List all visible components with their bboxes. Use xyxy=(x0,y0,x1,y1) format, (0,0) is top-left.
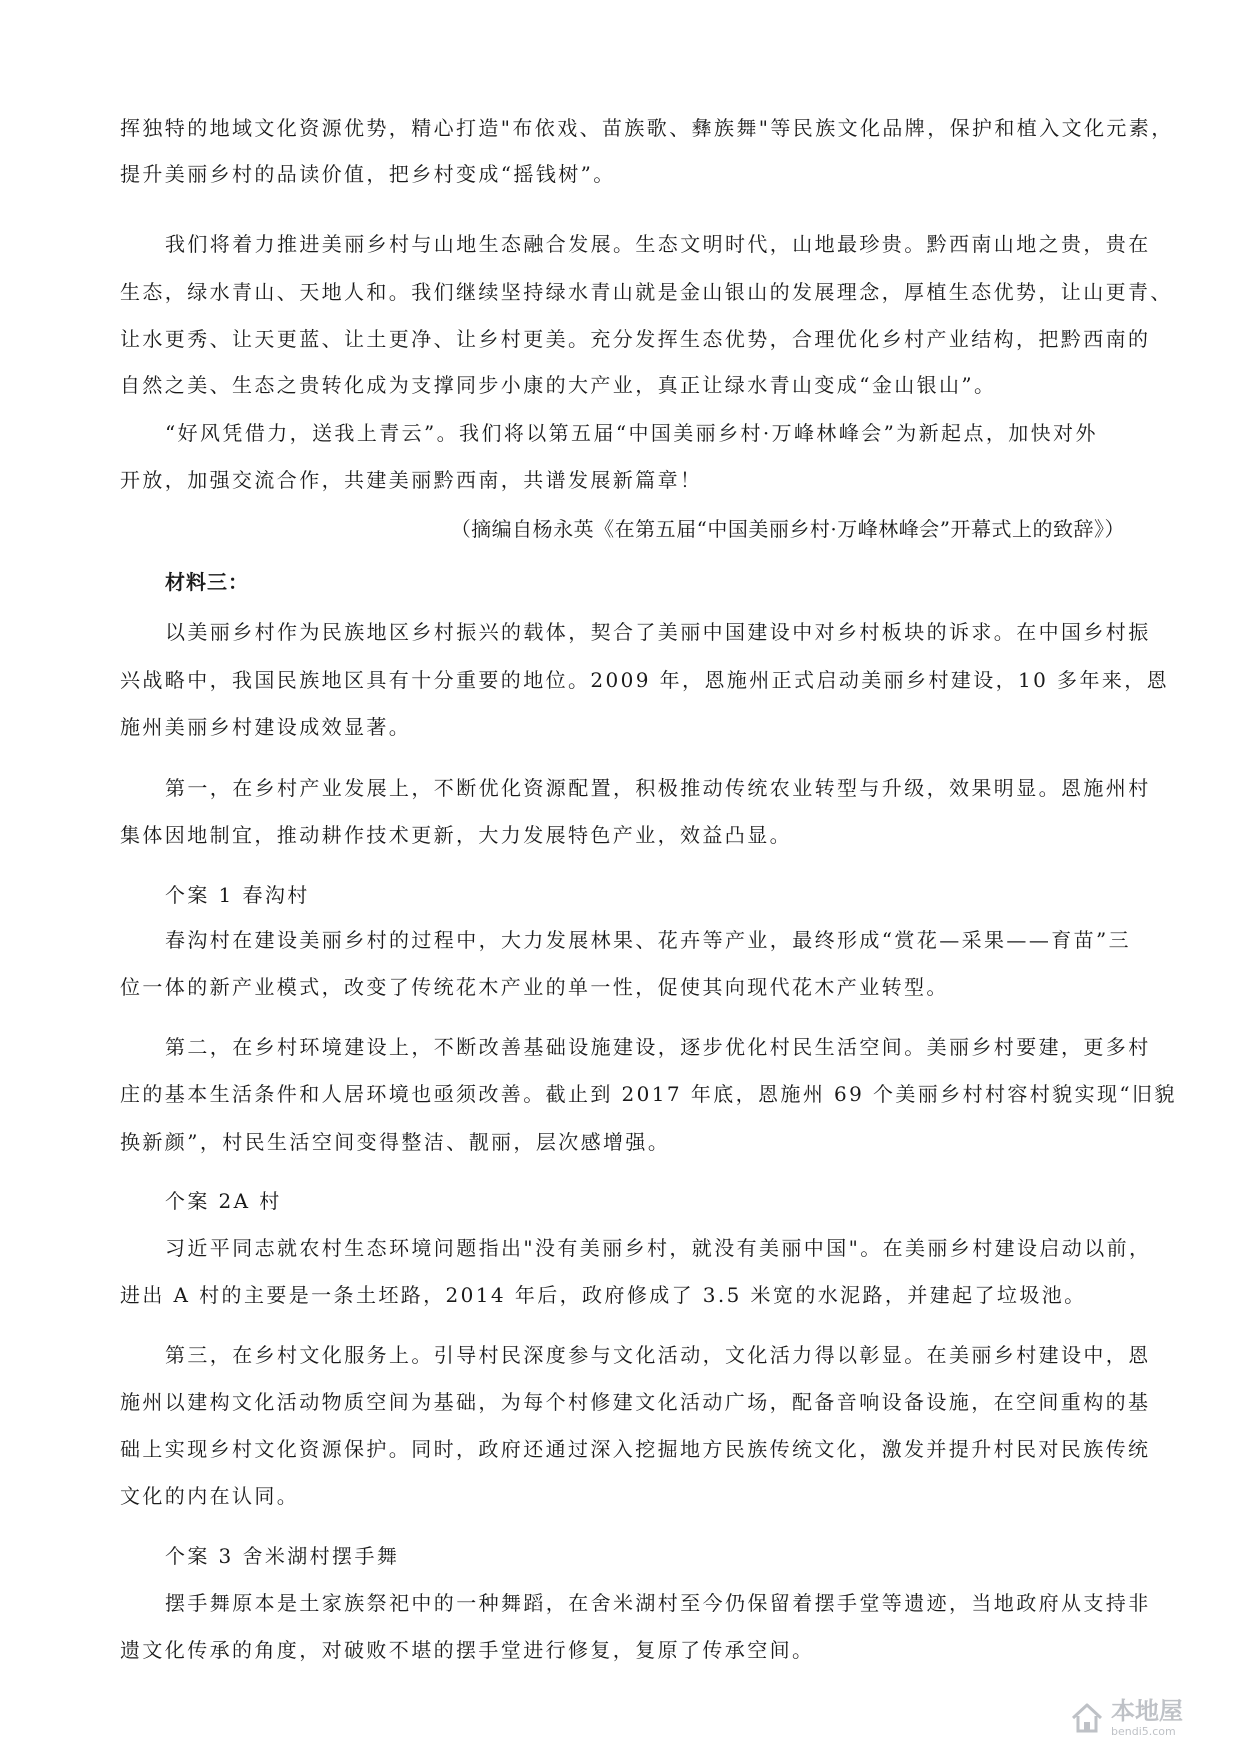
house-icon xyxy=(1069,1700,1105,1736)
case-heading: 个案 3 舍米湖村摆手舞 xyxy=(165,1544,400,1568)
watermark-url: bendi5.com xyxy=(1111,1725,1176,1738)
text-line: 兴战略中，我国民族地区具有十分重要的地位。2009 年，恩施州正式启动美丽乡村建设，10 多年来，恩 xyxy=(120,668,1170,692)
text-line: 第二，在乡村环境建设上，不断改善基础设施建设，逐步优化村民生活空间。美丽乡村要建，更多村 xyxy=(165,1035,1151,1059)
text-line: 第一，在乡村产业发展上，不断优化资源配置，积极推动传统农业转型与升级，效果明显。恩施州村 xyxy=(165,776,1151,800)
case-heading: 个案 2A 村 xyxy=(165,1189,282,1213)
text-line: 庄的基本生活条件和人居环境也亟须改善。截止到 2017 年底，恩施州 69 个美丽乡村村容村貌实现“旧貌 xyxy=(120,1082,1177,1106)
text-line: “好风凭借力，送我上青云”。我们将以第五届“中国美丽乡村·万峰林峰会”为新起点，加快对外 xyxy=(165,421,1098,445)
text-line: 自然之美、生态之贵转化成为支撑同步小康的大产业，真正让绿水青山变成“金山银山”。 xyxy=(120,373,997,397)
text-line: 文化的内在认同。 xyxy=(120,1484,300,1508)
text-line: 挥独特的地域文化资源优势，精心打造"布依戏、苗族歌、彝族舞"等民族文化品牌，保护和植入文化元素， xyxy=(120,116,1174,140)
text-line: 础上实现乡村文化资源保护。同时，政府还通过深入挖掘地方民族传统文化，激发并提升村民对民族传统 xyxy=(120,1437,1151,1461)
text-line: 我们将着力推进美丽乡村与山地生态融合发展。生态文明时代，山地最珍贵。黔西南山地之贵，贵在 xyxy=(165,232,1151,256)
text-line: 施州美丽乡村建设成效显著。 xyxy=(120,715,412,739)
text-line: 开放，加强交流合作，共建美丽黔西南，共谱发展新篇章！ xyxy=(120,468,703,492)
section-heading: 材料三： xyxy=(165,570,249,594)
text-line: 生态，绿水青山、天地人和。我们继续坚持绿水青山就是金山银山的发展理念，厚植生态优势，让山更青、 xyxy=(120,280,1173,304)
watermark-title: 本地屋 xyxy=(1111,1697,1183,1725)
text-line: 习近平同志就农村生态环境问题指出"没有美丽乡村，就没有美丽中国"。在美丽乡村建设启动以前， xyxy=(165,1236,1152,1260)
text-line: 摆手舞原本是土家族祭祀中的一种舞蹈，在舍米湖村至今仍保留着摆手堂等遗迹，当地政府从支持非 xyxy=(165,1591,1151,1615)
case-heading: 个案 1 春沟村 xyxy=(165,883,310,907)
text-line: 提升美丽乡村的品读价值，把乡村变成“摇钱树”。 xyxy=(120,162,616,186)
text-line: 第三，在乡村文化服务上。引导村民深度参与文化活动，文化活力得以彰显。在美丽乡村建设中，恩 xyxy=(165,1343,1151,1367)
text-line: 换新颜”，村民生活空间变得整洁、靓丽，层次感增强。 xyxy=(120,1130,671,1154)
text-line: 施州以建构文化活动物质空间为基础，为每个村修建文化活动广场，配备音响设备设施，在空间重构的基 xyxy=(120,1390,1151,1414)
text-line: 位一体的新产业模式，改变了传统花木产业的单一性，促使其向现代花木产业转型。 xyxy=(120,975,949,999)
text-line: 以美丽乡村作为民族地区乡村振兴的载体，契合了美丽中国建设中对乡村板块的诉求。在中国乡村振 xyxy=(165,620,1151,644)
text-line: 让水更秀、让天更蓝、让土更净、让乡村更美。充分发挥生态优势，合理优化乡村产业结构，把黔西南的 xyxy=(120,327,1151,351)
source-citation: （摘编自杨永英《在第五届“中国美丽乡村·万峰林峰会”开幕式上的致辞》） xyxy=(450,517,1125,541)
text-line: 进出 A 村的主要是一条土坯路，2014 年后，政府修成了 3.5 米宽的水泥路，并建起了垃圾池。 xyxy=(120,1283,1087,1307)
text-line: 集体因地制宜，推动耕作技术更新，大力发展特色产业，效益凸显。 xyxy=(120,823,792,847)
text-line: 遗文化传承的角度，对破败不堪的摆手堂进行修复，复原了传承空间。 xyxy=(120,1638,815,1662)
text-line: 春沟村在建设美丽乡村的过程中，大力发展林果、花卉等产业，最终形成“赏花—采果——育苗”三 xyxy=(165,928,1132,952)
watermark xyxy=(1069,1698,1219,1738)
